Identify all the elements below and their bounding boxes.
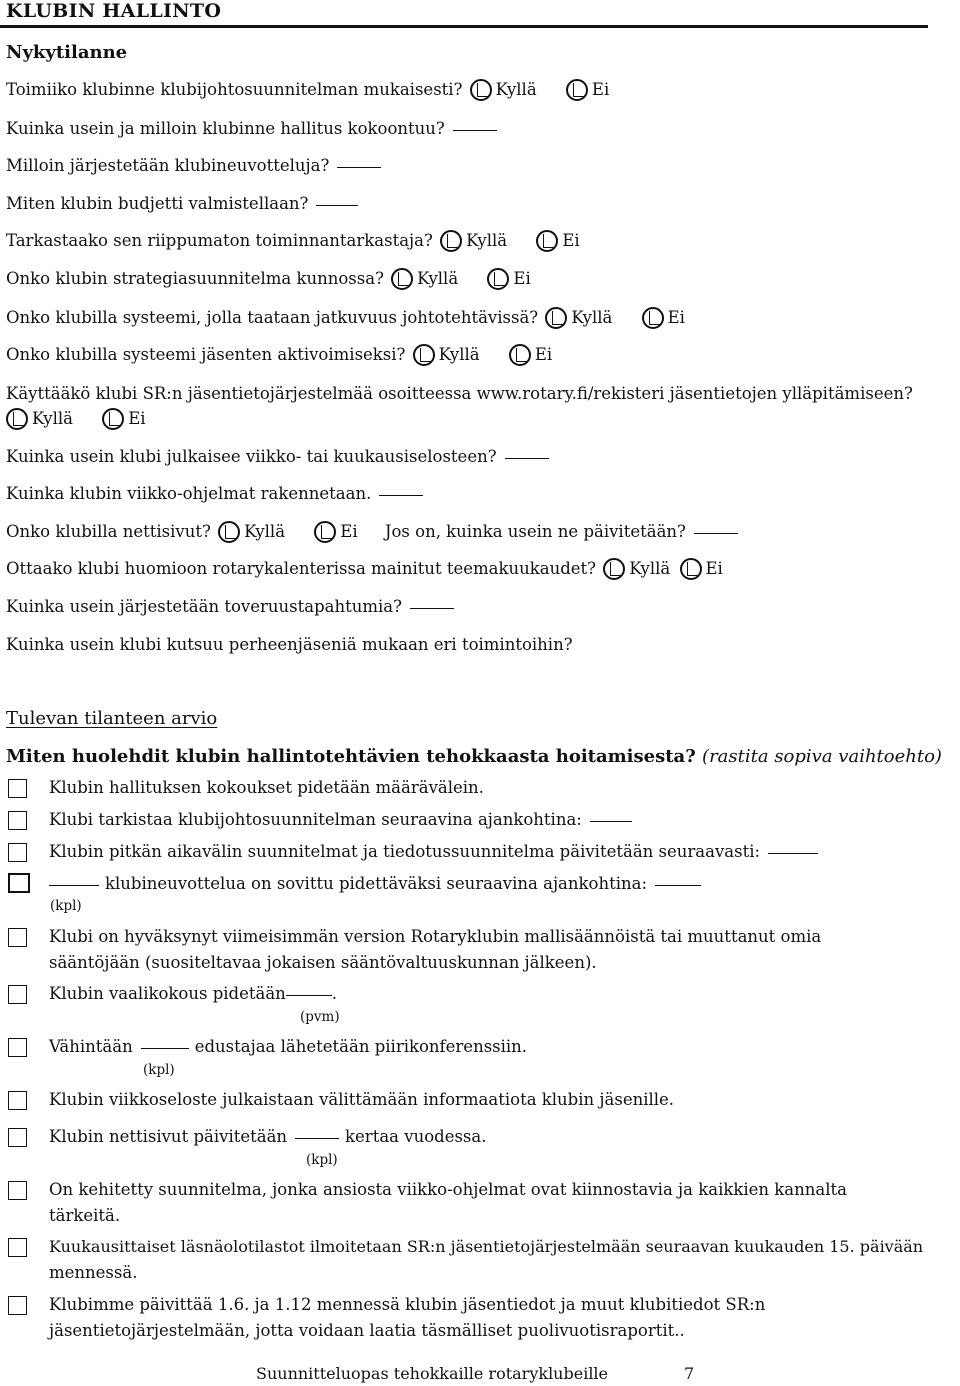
question-options — [4, 408, 146, 430]
checkbox[interactable] — [8, 1296, 27, 1315]
page-number: 7 — [684, 1364, 695, 1383]
answer-blank[interactable] — [316, 204, 358, 206]
checkbox-label-cont: kertaa vuodessa. — [345, 1127, 487, 1146]
question-text: Milloin järjestetään klubineuvotteluja? — [6, 156, 330, 175]
question-text: Kuinka usein järjestetään toveruustapahtumia? — [6, 597, 402, 616]
checkbox-label-cont: mennessä. — [49, 1263, 138, 1282]
future-question-text: Miten huolehdit klubin hallintotehtävien tehokkaasta hoitamisesta? — [6, 746, 696, 767]
no-label: Ei — [128, 409, 146, 428]
field-unit-note: (kpl) — [306, 1152, 338, 1168]
no-label: Ei — [340, 522, 358, 541]
checkbox-label-cont: tärkeitä. — [49, 1206, 121, 1225]
checkbox-label-row — [49, 807, 632, 833]
answer-blank[interactable] — [505, 457, 549, 459]
checkbox[interactable] — [8, 779, 27, 798]
yes-radio[interactable] — [440, 230, 462, 252]
question-text: Onko klubilla systeemi, jolla taataan jatkuvuus johtotehtävissä? — [6, 308, 539, 327]
question-row — [6, 307, 685, 329]
question-text: Kuinka usein ja milloin klubinne hallitus kokoontuu? — [6, 119, 445, 138]
no-label: Ei — [667, 308, 685, 327]
checkbox-label: On kehitetty suunnitelma, jonka ansiosta viikko-ohjelmat ovat kiinnostavia ja kaikkien kannalta — [49, 1180, 847, 1199]
yes-radio[interactable] — [6, 408, 28, 430]
no-radio[interactable] — [509, 344, 531, 366]
checkbox-label: Vähintään — [49, 1037, 133, 1056]
checkbox-label: Klubin nettisivut päivitetään — [49, 1127, 288, 1146]
checkbox[interactable] — [8, 928, 27, 947]
answer-blank[interactable] — [768, 852, 818, 854]
answer-blank[interactable] — [590, 820, 632, 822]
future-question-hint: (rastita sopiva vaihtoehto) — [702, 746, 942, 767]
yes-label: Kyllä — [438, 345, 480, 364]
yes-radio[interactable] — [391, 268, 413, 290]
title-rule — [0, 25, 928, 28]
yes-label: Kyllä — [571, 308, 613, 327]
page-title: KLUBIN HALLINTO — [6, 0, 222, 22]
question-row — [6, 155, 381, 177]
section-heading-current: Nykytilanne — [6, 42, 128, 63]
checkbox-label-row — [49, 1124, 486, 1150]
no-radio[interactable] — [536, 230, 558, 252]
checkbox-label: Klubin hallituksen kokoukset pidetään määrävälein. — [49, 778, 484, 797]
no-radio[interactable] — [566, 79, 588, 101]
answer-blank[interactable] — [49, 884, 99, 886]
question-text: Miten klubin budjetti valmistellaan? — [6, 194, 309, 213]
future-question — [6, 746, 942, 767]
no-radio[interactable] — [642, 307, 664, 329]
no-label: Ei — [562, 231, 580, 250]
checkbox[interactable] — [8, 1238, 27, 1257]
question-row — [6, 230, 580, 252]
answer-blank[interactable] — [141, 1047, 189, 1049]
checkbox-label-row — [49, 871, 701, 897]
no-radio[interactable] — [314, 521, 336, 543]
checkbox[interactable] — [8, 873, 30, 893]
field-unit-note: (pvm) — [300, 1009, 340, 1025]
question-row — [6, 193, 358, 215]
question-text: Käyttääkö klubi SR:n jäsentietojärjestelmää osoitteessa www.rotary.fi/rekisteri jäsentietojen ylläpitämiseen? — [6, 384, 913, 403]
checkbox-label: Klubimme päivittää 1.6. ja 1.12 mennessä klubin jäsentiedot ja muut klubitiedot SR:n — [49, 1295, 766, 1314]
field-unit-note: (kpl) — [50, 898, 82, 914]
checkbox-label-cont: edustajaa lähetetään piirikonferenssiin. — [194, 1037, 528, 1056]
yes-radio[interactable] — [413, 344, 435, 366]
question-row — [6, 596, 454, 618]
yes-radio[interactable] — [218, 521, 240, 543]
checkbox-label-row — [49, 839, 818, 865]
answer-blank[interactable] — [379, 494, 423, 496]
question-text: Jos on, kuinka usein ne päivitetään? — [384, 522, 686, 541]
checkbox-label: Klubin pitkän aikavälin suunnitelmat ja tiedotussuunnitelma päivitetään seuraavasti: — [49, 842, 761, 861]
answer-blank[interactable] — [286, 994, 332, 996]
answer-blank[interactable] — [655, 884, 701, 886]
question-text: Kuinka usein klubi julkaisee viikko- tai kuukausiselosteen? — [6, 447, 497, 466]
yes-radio[interactable] — [603, 558, 625, 580]
yes-label: Kyllä — [32, 409, 73, 428]
question-row — [6, 118, 497, 140]
checkbox[interactable] — [8, 1038, 27, 1057]
question-text: Kuinka klubin viikko-ohjelmat rakennetaan. — [6, 484, 372, 503]
checkbox-label: Klubin viikkoseloste julkaistaan välittämään informaatiota klubin jäsenille. — [49, 1090, 675, 1109]
question-row — [6, 558, 723, 580]
question-text: Ottaako klubi huomioon rotarykalenterissa mainitut teemakuukaudet? — [6, 559, 597, 578]
checkbox[interactable] — [8, 843, 27, 862]
no-radio[interactable] — [487, 268, 509, 290]
checkbox[interactable] — [8, 985, 27, 1004]
no-label: Ei — [705, 559, 723, 578]
section-heading-future: Tulevan tilanteen arvio — [6, 708, 218, 729]
yes-radio[interactable] — [470, 79, 492, 101]
yes-radio[interactable] — [545, 307, 567, 329]
answer-blank[interactable] — [410, 607, 454, 609]
yes-label: Kyllä — [417, 269, 459, 288]
checkbox-label: Kuukausittaiset läsnäolotilastot ilmoitetaan SR:n jäsentietojärjestelmään seuraavan kuukauden 15. päivään — [49, 1237, 924, 1256]
checkbox[interactable] — [8, 1091, 27, 1110]
yes-label: Kyllä — [629, 559, 671, 578]
question-row — [6, 344, 552, 366]
question-row — [6, 268, 531, 290]
checkbox-label-row: Klubin vaalikokous pidetään . — [49, 984, 338, 1003]
checkbox[interactable] — [8, 811, 27, 830]
checkbox[interactable] — [8, 1128, 27, 1147]
checkbox-label-cont: sääntöjään (suositeltavaa jokaisen sääntövaltuuskunnan jälkeen). — [49, 953, 597, 972]
checkbox-label: Klubi on hyväksynyt viimeisimmän version Rotaryklubin mallisäännöistä tai muuttanut omia — [49, 927, 822, 946]
no-label: Ei — [534, 345, 553, 364]
no-radio[interactable] — [102, 408, 124, 430]
question-row — [6, 446, 549, 468]
checkbox-label: klubineuvottelua on sovittu pidettäväksi seuraavina ajankohtina: — [105, 874, 648, 893]
checkbox-label-row — [49, 1034, 527, 1060]
question-text: Kuinka usein klubi kutsuu perheenjäseniä mukaan eri toimintoihin? — [6, 635, 573, 654]
question-text: Onko klubin strategiasuunnitelma kunnossa? — [6, 269, 384, 288]
checkbox-label: Klubi tarkistaa klubijohtosuunnitelman seuraavina ajankohtina: — [49, 810, 582, 829]
question-text: Onko klubilla nettisivut? — [6, 522, 211, 541]
field-unit-note: (kpl) — [143, 1062, 175, 1078]
checkbox[interactable] — [8, 1181, 27, 1200]
checkbox-label: Klubin vaalikokous pidetään — [49, 984, 286, 1003]
no-label: Ei — [591, 80, 610, 99]
question-row — [6, 483, 423, 505]
question-row — [6, 521, 738, 543]
page-footer — [256, 1364, 694, 1383]
yes-label: Kyllä — [466, 231, 508, 250]
answer-blank[interactable] — [694, 532, 738, 534]
answer-blank[interactable] — [453, 129, 497, 131]
answer-blank[interactable] — [295, 1137, 339, 1139]
checkbox-label-cont: jäsentietojärjestelmään, jotta voidaan laatia täsmälliset puolivuotisraportit.. — [49, 1321, 685, 1340]
question-text: Toimiiko klubinne klubijohtosuunnitelman mukaisesti? — [6, 80, 463, 99]
yes-label: Kyllä — [495, 80, 537, 99]
yes-label: Kyllä — [244, 522, 286, 541]
no-label: Ei — [513, 269, 531, 288]
question-text: Tarkastaako sen riippumaton toiminnantarkastaja? — [6, 231, 433, 250]
answer-blank[interactable] — [337, 166, 381, 168]
no-radio[interactable] — [680, 558, 702, 580]
question-row — [6, 79, 609, 101]
footer-text: Suunnitteluopas tehokkaille rotaryklubeille — [256, 1364, 609, 1383]
question-text: Onko klubilla systeemi jäsenten aktivoimiseksi? — [6, 345, 406, 364]
